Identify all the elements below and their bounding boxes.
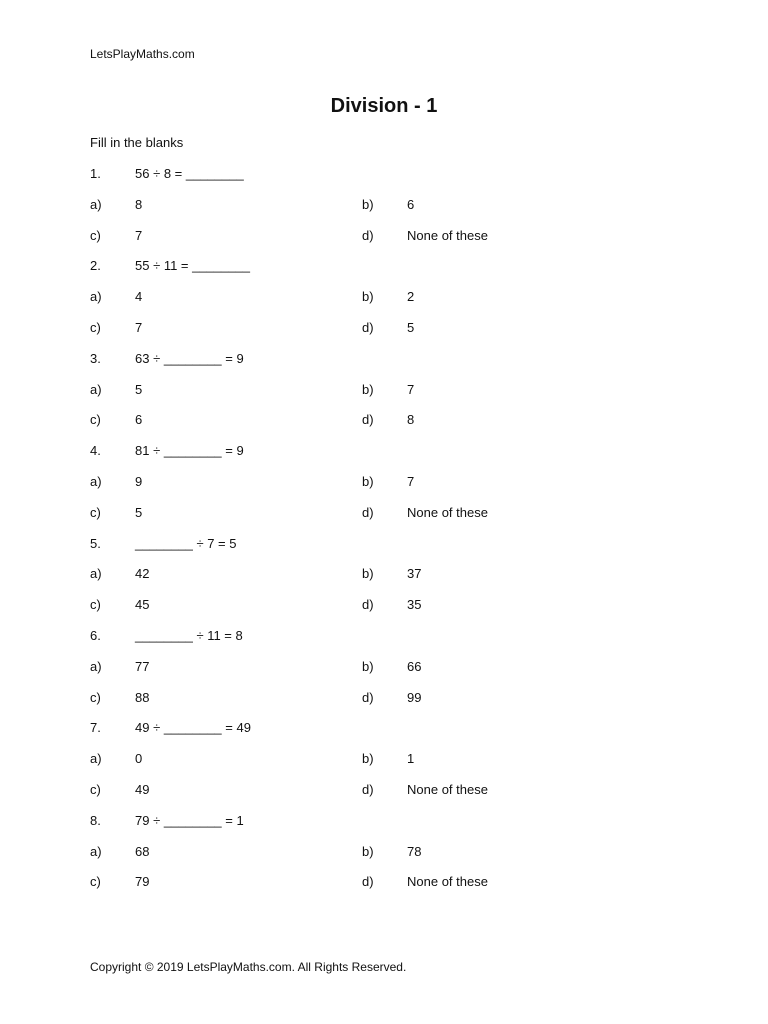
option-value: 77 bbox=[135, 658, 150, 674]
options-row bbox=[90, 566, 690, 597]
option-value: None of these bbox=[407, 874, 488, 890]
question-text: ________ ÷ 11 = 8 bbox=[135, 627, 243, 643]
question-text: 55 ÷ 11 = ________ bbox=[135, 258, 250, 274]
question-number: 8. bbox=[90, 812, 101, 828]
option-label: a) bbox=[90, 751, 102, 767]
page-title-text: Division - 1 bbox=[330, 95, 438, 117]
site-header: LetsPlayMaths.com bbox=[90, 47, 195, 61]
question-number: 6. bbox=[90, 627, 101, 643]
question-7 bbox=[90, 720, 690, 812]
option-label: b) bbox=[362, 751, 374, 767]
option-label: d) bbox=[362, 597, 374, 613]
option-value: 0 bbox=[135, 751, 143, 767]
option-value: None of these bbox=[407, 504, 488, 520]
options-row bbox=[90, 197, 690, 228]
options-row bbox=[90, 412, 690, 443]
question-number: 1. bbox=[90, 166, 101, 181]
options-row bbox=[90, 844, 690, 875]
option-label: d) bbox=[362, 689, 374, 705]
options-row bbox=[90, 751, 690, 782]
question-row bbox=[90, 258, 690, 289]
page-title bbox=[0, 95, 768, 118]
options-row bbox=[90, 782, 690, 813]
question-text: 81 ÷ ________ = 9 bbox=[135, 443, 244, 459]
option-label: a) bbox=[90, 381, 102, 397]
question-text: 79 ÷ ________ = 1 bbox=[135, 812, 244, 828]
question-number: 3. bbox=[90, 350, 101, 366]
option-label: c) bbox=[90, 781, 101, 797]
option-value: 68 bbox=[135, 843, 150, 859]
option-label: c) bbox=[90, 412, 101, 428]
instruction-text: Fill in the blanks bbox=[90, 135, 184, 150]
question-row bbox=[90, 813, 690, 844]
options-row bbox=[90, 505, 690, 536]
option-label: b) bbox=[362, 473, 374, 489]
question-6 bbox=[90, 628, 690, 720]
options-row bbox=[90, 597, 690, 628]
option-value: 88 bbox=[135, 689, 150, 705]
option-label: b) bbox=[362, 658, 374, 674]
option-label: d) bbox=[362, 227, 374, 243]
option-value: 6 bbox=[407, 196, 415, 212]
option-value: 7 bbox=[407, 381, 415, 397]
option-value: 99 bbox=[407, 689, 422, 705]
option-label: c) bbox=[90, 504, 101, 520]
option-label: c) bbox=[90, 319, 101, 335]
option-label: a) bbox=[90, 843, 102, 859]
option-value: 7 bbox=[407, 473, 415, 489]
option-label: d) bbox=[362, 319, 374, 335]
options-row bbox=[90, 228, 690, 259]
question-2 bbox=[90, 258, 690, 350]
option-label: b) bbox=[362, 566, 374, 582]
options-row bbox=[90, 382, 690, 413]
option-label: a) bbox=[90, 658, 102, 674]
question-row bbox=[90, 443, 690, 474]
option-value: 66 bbox=[407, 658, 422, 674]
option-label: b) bbox=[362, 196, 374, 212]
question-text: 49 ÷ ________ = 49 bbox=[135, 720, 251, 736]
option-value: None of these bbox=[407, 781, 488, 797]
option-label: a) bbox=[90, 289, 102, 305]
option-value: 7 bbox=[135, 227, 143, 243]
option-label: b) bbox=[362, 381, 374, 397]
option-value: 42 bbox=[135, 566, 150, 582]
question-row bbox=[90, 536, 690, 567]
option-label: a) bbox=[90, 566, 102, 582]
question-5 bbox=[90, 536, 690, 628]
option-label: c) bbox=[90, 597, 101, 613]
option-value: 35 bbox=[407, 597, 422, 613]
option-label: d) bbox=[362, 504, 374, 520]
option-value: None of these bbox=[407, 227, 488, 243]
question-8 bbox=[90, 813, 690, 905]
option-label: a) bbox=[90, 196, 102, 212]
question-number: 5. bbox=[90, 535, 101, 551]
option-value: 45 bbox=[135, 597, 150, 613]
option-value: 2 bbox=[407, 289, 415, 305]
options-row bbox=[90, 289, 690, 320]
question-list bbox=[90, 166, 690, 905]
option-value: 37 bbox=[407, 566, 422, 582]
option-value: 9 bbox=[135, 473, 143, 489]
option-label: d) bbox=[362, 412, 374, 428]
question-text: 63 ÷ ________ = 9 bbox=[135, 350, 244, 366]
question-row bbox=[90, 351, 690, 382]
option-value: 49 bbox=[135, 781, 150, 797]
option-value: 6 bbox=[135, 412, 143, 428]
question-row bbox=[90, 720, 690, 751]
question-text: 56 ÷ 8 = ________ bbox=[135, 166, 244, 181]
options-row bbox=[90, 474, 690, 505]
question-row bbox=[90, 628, 690, 659]
option-label: c) bbox=[90, 689, 101, 705]
option-value: 5 bbox=[407, 319, 415, 335]
question-3 bbox=[90, 351, 690, 443]
option-value: 7 bbox=[135, 319, 143, 335]
options-row bbox=[90, 659, 690, 690]
option-value: 79 bbox=[135, 874, 150, 890]
question-1 bbox=[90, 166, 690, 258]
options-row bbox=[90, 690, 690, 721]
question-number: 4. bbox=[90, 443, 101, 459]
question-text: ________ ÷ 7 = 5 bbox=[135, 535, 237, 551]
option-value: 4 bbox=[135, 289, 143, 305]
option-label: c) bbox=[90, 227, 101, 243]
option-value: 1 bbox=[407, 751, 415, 767]
option-value: 78 bbox=[407, 843, 422, 859]
copyright-footer: Copyright © 2019 LetsPlayMaths.com. All Rights Reserved. bbox=[90, 960, 407, 974]
question-row bbox=[90, 166, 690, 197]
option-value: 5 bbox=[135, 381, 143, 397]
question-number: 7. bbox=[90, 720, 101, 736]
option-label: b) bbox=[362, 289, 374, 305]
option-label: a) bbox=[90, 473, 102, 489]
option-value: 8 bbox=[407, 412, 415, 428]
option-value: 8 bbox=[135, 196, 143, 212]
option-label: d) bbox=[362, 781, 374, 797]
question-4 bbox=[90, 443, 690, 535]
option-label: b) bbox=[362, 843, 374, 859]
question-number: 2. bbox=[90, 258, 101, 274]
options-row bbox=[90, 320, 690, 351]
option-value: 5 bbox=[135, 504, 143, 520]
option-label: c) bbox=[90, 874, 101, 890]
options-row bbox=[90, 874, 690, 905]
option-label: d) bbox=[362, 874, 374, 890]
